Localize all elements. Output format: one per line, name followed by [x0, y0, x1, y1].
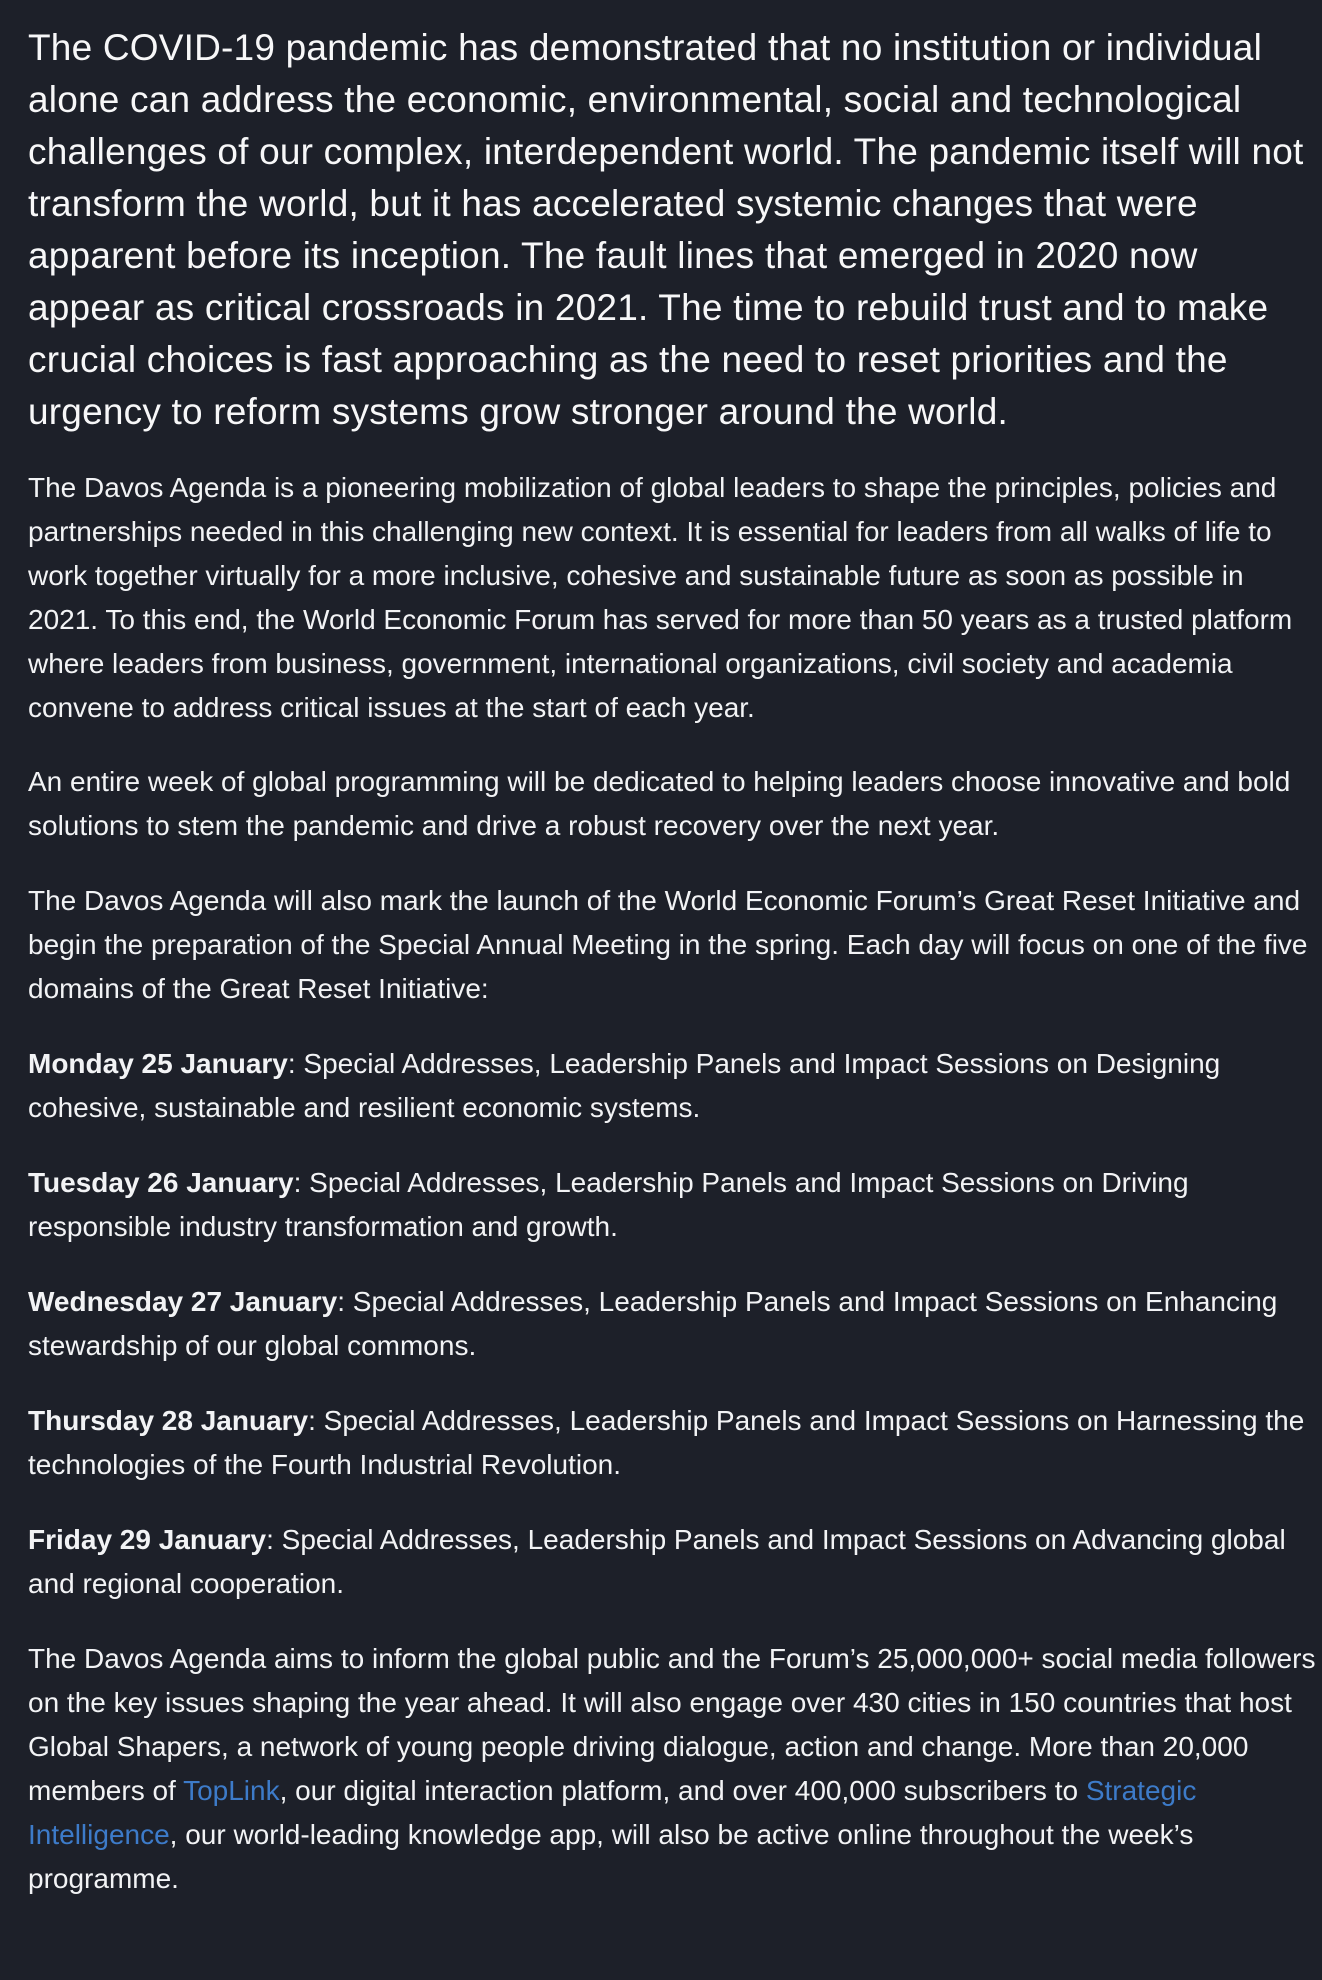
body-paragraph-global-programming: An entire week of global programming will be dedicated to helping leaders choose innovative and bold solutions to stem the pandemic and drive a robust recovery over the next year.: [28, 766, 1291, 841]
schedule-day-label: Thursday 28 January: [28, 1405, 309, 1436]
schedule-item-friday: [28, 1518, 1318, 1606]
closing-text-part3: , our world-leading knowledge app, will also be active online throughout the week’s programme.: [28, 1819, 1194, 1894]
strategic-intelligence-link[interactable]: Strategic Intelligence: [28, 1775, 1197, 1850]
intro-paragraph: The COVID-19 pandemic has demonstrated that no institution or individual alone can address the economic, environmental, social and technological challenges of our complex, interdependent world. The pandemic itself will not transform the world, but it has accelerated systemic changes that were apparent before its inception. The fault lines that emerged in 2020 now appear as critical crossroads in 2021. The time to rebuild trust and to make crucial choices is fast approaching as the need to reset priorities and the urgency to reform systems grow stronger around the world.: [28, 27, 1304, 432]
schedule-description: : Special Addresses, Leadership Panels and Impact Sessions on Advancing global and regional cooperation.: [28, 1524, 1286, 1599]
schedule-day-label: Monday 25 January: [28, 1048, 288, 1079]
toplink-link[interactable]: TopLink: [183, 1775, 280, 1806]
body-paragraph-davos-agenda: The Davos Agenda is a pioneering mobilization of global leaders to shape the principles, policies and partnerships needed in this challenging new context. It is essential for leaders from all walks of life to work together virtually for a more inclusive, cohesive and sustainable future as soon as possible in 2021. To this end, the World Economic Forum has served for more than 50 years as a trusted platform where leaders from business, government, international organizations, civil society and academia convene to address critical issues at the start of each year.: [28, 472, 1293, 723]
schedule-day-label: Wednesday 27 January: [28, 1286, 338, 1317]
schedule-item-wednesday: [28, 1280, 1318, 1368]
closing-paragraph: [28, 1637, 1318, 1901]
closing-text-part1: The Davos Agenda aims to inform the global public and the Forum’s 25,000,000+ social media followers on the key issues shaping the year ahead. It will also engage over 430 cities in 150 countries that host Global Shapers, a network of young people driving dialogue, action and change. More than 20,000 members of: [28, 1643, 1316, 1806]
schedule-day-label: Friday 29 January: [28, 1524, 267, 1555]
schedule-description: : Special Addresses, Leadership Panels and Impact Sessions on Harnessing the technologies of the Fourth Industrial Revolution.: [28, 1405, 1305, 1480]
schedule-description: : Special Addresses, Leadership Panels and Impact Sessions on Enhancing stewardship of our global commons.: [28, 1286, 1278, 1361]
schedule-item-thursday: [28, 1399, 1318, 1487]
body-paragraph-great-reset: The Davos Agenda will also mark the launch of the World Economic Forum’s Great Reset Initiative and begin the preparation of the Special Annual Meeting in the spring. Each day will focus on one of the five domains of the Great Reset Initiative:: [28, 885, 1308, 1004]
schedule-item-monday: [28, 1042, 1318, 1130]
schedule-description: : Special Addresses, Leadership Panels and Impact Sessions on Driving responsible industry transformation and growth.: [28, 1167, 1189, 1242]
closing-text-part2: , our digital interaction platform, and over 400,000 subscribers to: [279, 1775, 1086, 1806]
schedule-item-tuesday: [28, 1161, 1318, 1249]
schedule-day-label: Tuesday 26 January: [28, 1167, 294, 1198]
schedule-description: : Special Addresses, Leadership Panels and Impact Sessions on Designing cohesive, sustainable and resilient economic systems.: [28, 1048, 1221, 1123]
